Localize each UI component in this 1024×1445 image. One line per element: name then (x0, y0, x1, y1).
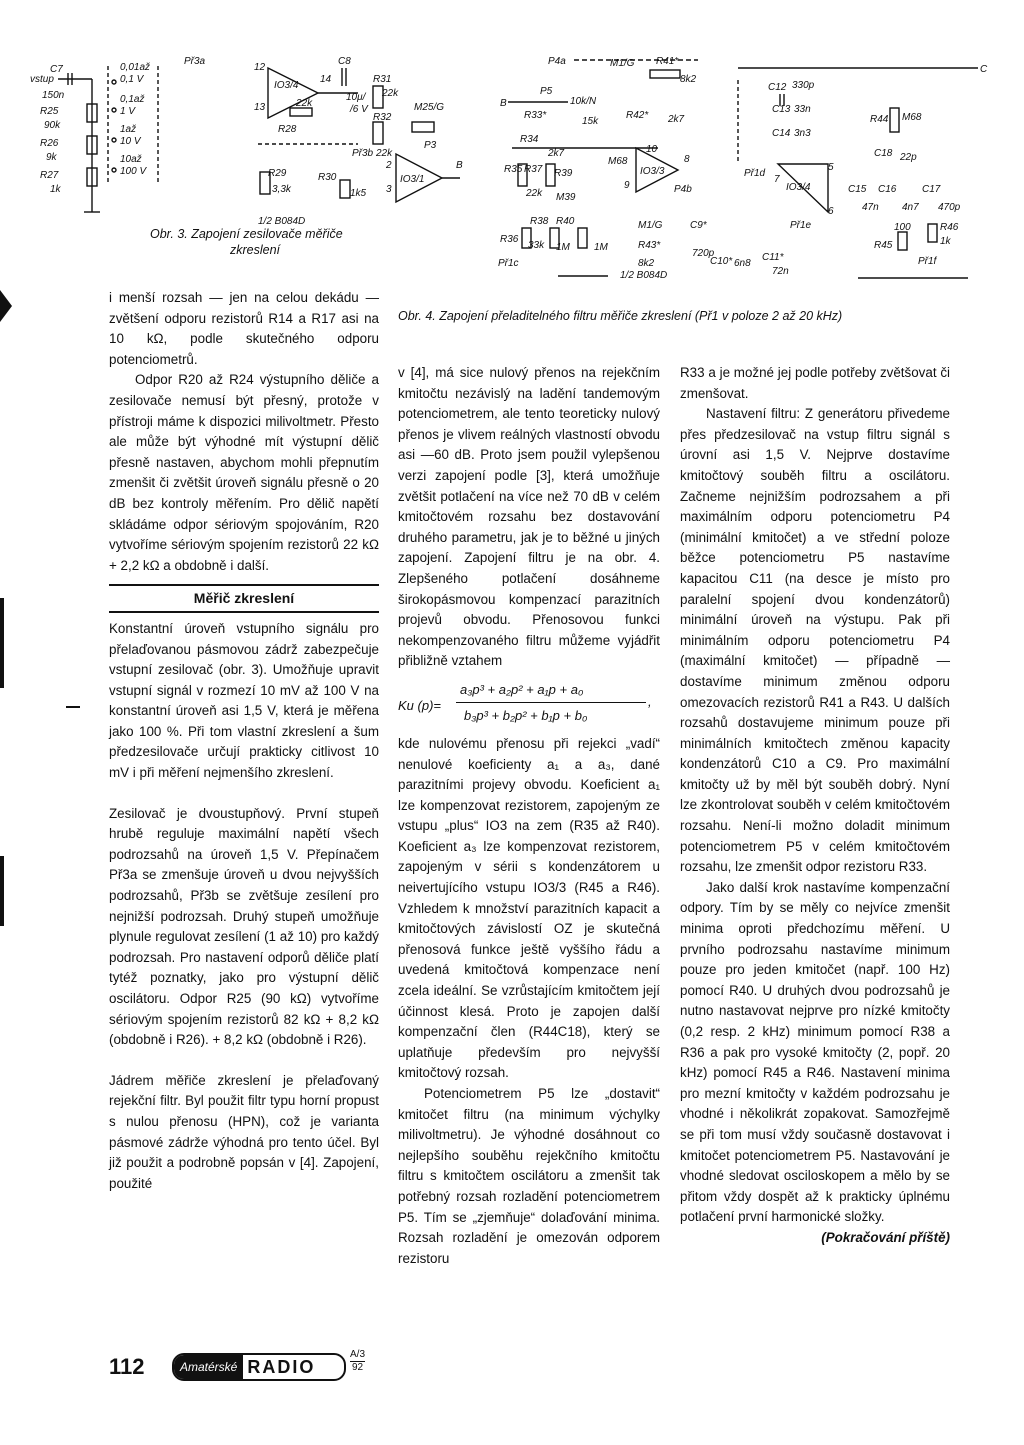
schematic-label: 33k (528, 240, 545, 251)
schematic-label: R28 (278, 124, 297, 135)
schematic-label: 72n (772, 266, 789, 277)
schematic-label: B (456, 160, 463, 171)
issue-number: A/3 92 (350, 1349, 366, 1373)
schematic-label: 0,1 V (120, 74, 144, 85)
schematic-label: P5 (540, 86, 553, 97)
section-heading: Měřič zkreslení (109, 584, 379, 613)
schematic-label: R29 (268, 168, 287, 179)
schematic-label: Př1c (498, 258, 519, 269)
schematic-label: IO3/1 (400, 174, 425, 185)
column-2 (398, 363, 660, 1269)
figure-4-schematic (498, 52, 988, 284)
schematic-label: R32 (373, 112, 392, 123)
schematic-label: C18 (874, 148, 893, 159)
schematic-label: 1k5 (350, 188, 367, 199)
schematic-label: 5 (828, 162, 834, 173)
fig3-label: vstup (30, 74, 54, 85)
schematic-label: 22k (382, 88, 399, 99)
schematic-label: 0,01až (120, 62, 151, 73)
schematic-label: 1k (50, 184, 61, 195)
schematic-label: C13 (772, 104, 791, 115)
schematic-label: 1/2 B084D (258, 216, 306, 227)
schematic-label: 10k/N (570, 96, 597, 107)
column-3 (680, 363, 950, 1249)
schematic-label: 100 (894, 222, 911, 233)
schematic-label: R40 (556, 216, 575, 227)
schematic-label: P4a (548, 56, 566, 67)
schematic-label: C (980, 64, 988, 75)
schematic-label: 22k (526, 188, 543, 199)
schematic-label: 22p (900, 152, 917, 163)
schematic-label: 3n3 (794, 128, 811, 139)
schematic-label: C11* (762, 252, 784, 263)
schematic-label: 33n (794, 104, 811, 115)
schematic-label: 15k (582, 116, 599, 127)
schematic-label: Př1f (918, 256, 937, 267)
schematic-label: R26 (40, 138, 59, 149)
schematic-label: IO3/4 (786, 182, 811, 193)
schematic-label: 10 (646, 144, 658, 155)
schematic-label: C8 (338, 56, 351, 67)
schematic-label: 10μ/ (346, 92, 366, 103)
schematic-label: 3 (386, 184, 392, 195)
figure-4-caption: Obr. 4. Zapojení přeladitelného filtru měřiče zkreslení (Př1 v poloze 2 až 20 kHz) (398, 309, 843, 323)
schematic-label: P3 (424, 140, 437, 151)
schematic-label: 22k (296, 98, 313, 109)
schematic-label: 1M (594, 242, 608, 253)
schematic-label: 720p (692, 248, 715, 259)
schematic-label: 10 V (120, 136, 141, 147)
schematic-label: R45 (874, 240, 893, 251)
schematic-label: C12 (768, 82, 787, 93)
section-arrow-marker (0, 290, 12, 322)
schematic-label: 1M (556, 242, 570, 253)
transfer-function-formula: Ku (p)= a₃p³ + a₂p² + a₁p + a₀ b₃p³ + b₂p² + b₁p + b₀ , (398, 681, 652, 723)
schematic-label: R43* (638, 240, 661, 251)
schematic-label: M25/G (414, 102, 445, 113)
paragraph: Jako další krok nastavíme kompenzační odpory. Tím by se měly co nejvíce zmenšit minima oproti předchozímu měření. U prvního podrozsahu nastavíme minimum pouze pro jeden kmitočet (např. 100 Hz) pomocí R40. U druhých dvou podrozsahů je nutno nastavovat nejprve pro nízké kmitočty (0,2 resp. 2 kHz) minimum pomocí R38 a R36 a pak pro vysoké kmitočty (2, popř. 20 kHz) pomocí R45 a R46. Nastavení minima pro mezní kmitočty v každém podrozsahu je vhodné i několikrát zopakovat. Samozřejmě se při tom musí vždy současně dostavovat i kmitočet potenciometrem P5. Nastavování je vhodné sledovat osciloskopem a mělo by se přitom vždy dospět až k prakticky úplnému potlačení první harmonické složky. (680, 879, 950, 1225)
schematic-label: R31 (373, 74, 392, 85)
paragraph: Odpor R20 až R24 výstupního děliče a zesilovače nemusí být přesný, protože v přístroji máme k dispozici milivoltmetr. Přesto ale může být výhodné mít výstupní dělič přesně nastaven, abychom mohli přepnutím zmenšit či zvětšit úroveň signálu přesně o 20 dB bez kontroly měřením. Pro dělič napětí skládáme odpor sériovým spojováním, R20 vytvoříme sériovým spojením rezistorů 22 kΩ + 2,2 kΩ a obdobně i další. (109, 372, 379, 573)
margin-bar (0, 856, 4, 926)
schematic-label: 7 (774, 174, 780, 185)
schematic-label: R37 (524, 164, 543, 175)
schematic-label: /6 V (350, 104, 368, 115)
margin-bar (0, 598, 4, 688)
schematic-label: 8k2 (638, 258, 655, 269)
schematic-label: 150n (42, 90, 65, 101)
schematic-label: 1/2 B084D (620, 270, 668, 281)
schematic-label: C7 (50, 64, 63, 75)
schematic-label: Př1d (744, 168, 766, 179)
schematic-label: P4b (674, 184, 692, 195)
schematic-label: 1 V (120, 106, 136, 117)
schematic-label: 6 (828, 206, 834, 217)
schematic-label: IO3/3 (640, 166, 665, 177)
paragraph: Konstantní úroveň vstupního signálu pro přelaďovanou pásmovou zádrž zabezpečuje vstupní zesilovač (obr. 3). Umožňuje upravit vstupní signál v rozmezí 10 mV až 100 V na konstantní úroveň asi 1,5 V, která je měřena jako 100 %. Při tom vlastní zkreslení a šum předzesilovače určují prakticky citlivost 10 mV i při měření nejmenšího zkreslení. (109, 620, 379, 781)
schematic-label: M68 (608, 156, 628, 167)
paragraph: Potenciometrem P5 lze „dostavit“ kmitočet filtru (na minimum výchylky milivoltmetru). Je výhodné dosáhnout co nejlepšího souběhu rejekčního kmitočtu filtru s kmitočtem oscilátoru a zmenšit tak potřebný rozsah rozladění potenciometrem P5. Tím se „zjemňuje“ dolaďování minima. Rozsah rozladění je omezován odporem rezistoru (398, 1086, 660, 1266)
schematic-label: R38 (530, 216, 549, 227)
schematic-label: C16 (878, 184, 897, 195)
schematic-label: R33* (524, 110, 547, 121)
schematic-label: Př3a (184, 56, 206, 67)
schematic-label: Př3b (352, 148, 374, 159)
schematic-label: 10až (120, 154, 142, 165)
continued-note: (Pokračování příště) (821, 1229, 950, 1245)
schematic-label: M68 (902, 112, 922, 123)
schematic-label: 470p (938, 202, 961, 213)
schematic-label: M39 (556, 192, 576, 203)
schematic-label: 90k (44, 120, 61, 131)
schematic-label: R25 (40, 106, 59, 117)
schematic-label: R35 (504, 164, 523, 175)
schematic-label: 2k7 (548, 148, 565, 159)
column-1 (109, 288, 379, 1194)
schematic-label: R39 (554, 168, 573, 179)
schematic-label: 9 (624, 180, 630, 191)
schematic-label: R27 (40, 170, 59, 181)
schematic-label: 1k (940, 236, 951, 247)
schematic-label: 14 (320, 74, 332, 85)
schematic-label: 8k2 (680, 74, 697, 85)
schematic-label: 12 (254, 62, 266, 73)
schematic-label: M1/G (610, 58, 635, 69)
paragraph: Jádrem měřiče zkreslení je přelaďovaný rejekční filtr. Byl použit filtr typu horní propust s nulou přenosu (HPN), což je varianta pásmové zádrže výhodná pro tento účel. Byl již použit a podrobně popsán v [4]. Zapojení, použité (109, 1072, 379, 1191)
schematic-label: 3,3k (272, 184, 291, 195)
paragraph: R33 a je možné jej podle potřeby zvětšovat či zmenšovat. (680, 365, 950, 401)
schematic-label: C9* (690, 220, 707, 231)
schematic-label: 47n (862, 202, 879, 213)
schematic-label: 8 (684, 154, 690, 165)
logo-script: Amatérské (174, 1353, 243, 1381)
logo-radio: RADIO (247, 1356, 316, 1377)
schematic-label: C14 (772, 128, 791, 139)
paragraph: v [4], má sice nulový přenos na rejekčním kmitočtu nezávislý na ladění tandemovým potenciometrem, ale tento teoreticky nulový přenos je vlivem reálných vlastností obvodu asi —60 dB. Proto jsem použil vylepšenou verzi zapojení podle [3], která umožňuje zvětšit potlačení na více než 70 dB v celém kmitočtovém rozsahu bez dostavování druhého parametru, jak je to běžné u jiných zapojení. Zapojení filtru je na obr. 4. Zlepšeného potlačení dosáhneme širokopásmovou kompenzací parazitních projevů obvodu. Přenosovou funkci nekompenzovaného filtru můžeme vyjádřit přibližně vztahem (398, 365, 660, 669)
schematic-label: B (500, 98, 507, 109)
schematic-label: 13 (254, 102, 266, 113)
schematic-label: R44 (870, 114, 889, 125)
paragraph: Nastavení filtru: Z generátoru přivedeme přes předzesilovač na vstup filtru signál s úrovní asi 1,5 V. Nejprve dostavíme kmitočtový souběh filtru a oscilátoru. Začneme nejnižším podrozsahem a při maximálním odporu potenciometru P4 (minimální kmitočet) a ve střední poloze běžce potenciometru P5 nastavíme kapacitou C11 (na desce je místo pro paralelní spojení dvou kondenzátorů) minimální úroveň na výstupu. Pak při minimálním odporu potenciometru P4 (maximální kmitočet) — případně — dostavíme minimum změnou odporu omezovacích rezistorů R41 a R43. U dalších rozsahů dostavujeme minimum pouze při minimálních kmitočtech změnou kapacity kondenzátorů C10 a C9. Pro maximální kmitočty už by měl být souběh dobrý. Nyní lze zkontrolovat souběh v celém kmitočtovém rozsahu. Není-li možno doladit minimum potenciometrem P5 v celém kmitočtovém rozsahu, lze zmenšit odpor rezistoru R33. (680, 406, 950, 875)
schematic-label: 0,1až (120, 94, 145, 105)
figure-3-caption: Obr. 3. Zapojení zesilovače měřiče zkreslení (150, 227, 343, 257)
schematic-label: 2 (386, 160, 392, 171)
schematic-label: 6n8 (734, 258, 751, 269)
schematic-label: IO3/4 (274, 80, 299, 91)
schematic-label: Př1e (790, 220, 812, 231)
schematic-label: R42* (626, 110, 649, 121)
schematic-label: M1/G (638, 220, 663, 231)
paragraph: i menší rozsah — jen na celou dekádu — zvětšení odporu rezistorů R14 a R17 asi na 10 kΩ, podle skutečného odporu potenciometrů. (109, 290, 379, 367)
page-number: 112 (109, 1354, 145, 1379)
schematic-label: R34 (520, 134, 539, 145)
schematic-label: C17 (922, 184, 941, 195)
schematic-label: 4n7 (902, 202, 919, 213)
schematic-label: 2k7 (668, 114, 685, 125)
schematic-label: R36 (500, 234, 519, 245)
schematic-label: R41* (656, 56, 679, 67)
schematic-label: R46 (940, 222, 959, 233)
paragraph: kde nulovému přenosu při rejekci „vadí“ nenulové koeficienty a₁ a a₃, dané parazitními projevy obvodu. Koeficient a₁ lze kompenzovat rezistorem, zapojeným ze vstupu „plus“ IO3 na zem (R35 až R40). Koeficient a₃ lze kompenzovat rezistorem, zapojeným v sérii s kondenzátorem u neivertujícího vstupu IO3/3 (R45 a R46). Vzhledem k množství parazitních kapacit a kmitočtových závislostí OZ je skutečná přenosová funkce ještě vyššího řádu a uvedená kmitočtová kompenzace není zcela ideální. Se vzrůstajícím kmitočtem její účinnost klesá. Proto je zapojen další kompenzační člen (R44C18), který se uplatňuje především pro nejvyšší kmitočtový rozsah. (398, 735, 660, 1081)
schematic-label: C15 (848, 184, 867, 195)
magazine-logo (172, 1353, 346, 1381)
schematic-label: C10* (710, 256, 733, 267)
schematic-label: 330p (792, 80, 815, 91)
paragraph: Zesilovač je dvoustupňový. První stupeň hrubě reguluje maximální napětí všech podrozsahů na úroveň 1,5 V. Přepínačem Př3a se zmenšuje úroveň u dvou nejvyšších podrozsahů, Př3b se zvětšuje zesílení pro nejnižší podrozsah. Druhý stupeň umožňuje plynule regulovat zesílení (1 až 10) pro každý podrozsah. Pro nastavení odporů děliče platí tytéž poznatky, jako pro výstupní dělič oscilátoru. Odpor R25 (90 kΩ) vytvoříme sériovým spojením rezistorů 82 kΩ + 8,2 kΩ (obdobně i R26). + 8,2 kΩ (obdobně i R26). (109, 805, 379, 1048)
schematic-label: 100 V (120, 166, 147, 177)
schematic-label: R30 (318, 172, 337, 183)
schematic-label: 9k (46, 152, 57, 163)
margin-dash (66, 706, 80, 708)
schematic-label: 1až (120, 124, 137, 135)
schematic-label: 22k (376, 148, 393, 159)
